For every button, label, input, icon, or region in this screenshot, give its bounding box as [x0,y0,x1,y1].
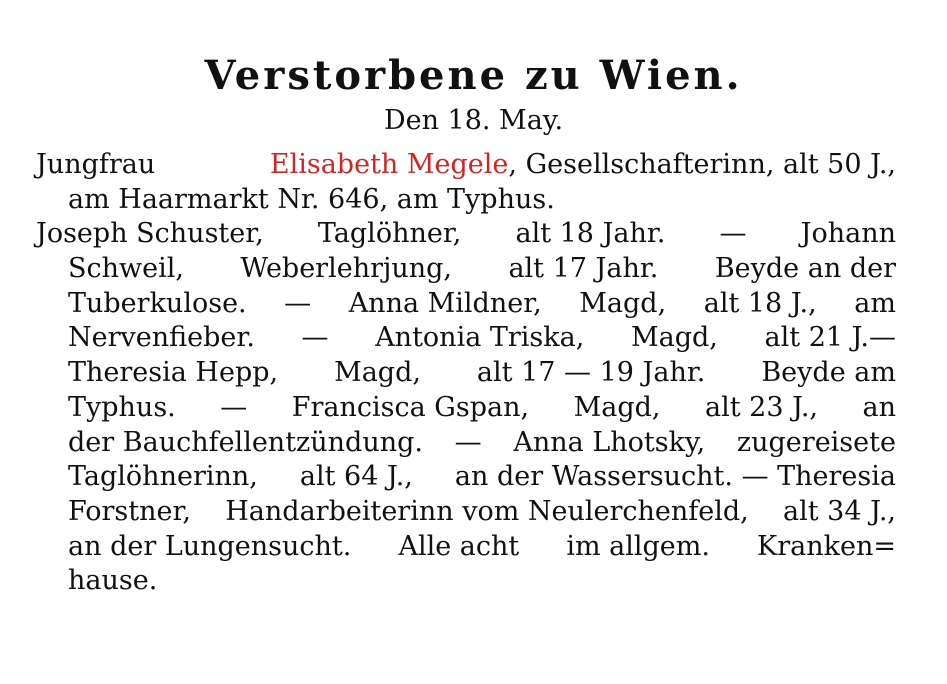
text-segment: — [220,391,248,423]
text-segment: Beyde an der [714,253,896,285]
entry-2-line-5 [36,356,896,391]
text-segment: Schweil, [68,253,184,285]
text-segment: Anna Lhotsky, [513,426,706,458]
text-segment: Tuberkulose. [68,287,247,319]
text-segment: Kranken= [757,530,896,562]
text-segment: Magd, [630,322,718,354]
text-segment: Taglöhner, [317,218,462,250]
text-segment: Anna Mildner, [348,287,542,319]
text-segment: Francisca Gspan, [291,391,530,423]
entry-2-line-11 [36,564,896,599]
entry-1-prefix: Jungfrau [36,149,156,180]
entry-1-details: , Gesellschafterinn, alt 50 J., [508,149,896,180]
obituary-list [36,148,896,599]
text-segment: Alle acht [398,530,520,562]
entry-2-line-1 [36,217,896,252]
entry-2-line-8 [36,460,896,495]
entry-1-line-2: am Haarmarkt Nr. 646, am Typhus. [68,183,555,215]
text-segment: Beyde am [761,357,896,389]
text-segment: Nervenfieber. [68,322,255,354]
text-segment: alt 17 — 19 Jahr. [476,357,706,389]
text-segment: Antonia Triska, [375,322,585,354]
text-segment: Typhus. [68,391,176,423]
text-segment: alt 21 J.— [764,322,896,354]
text-segment: Weberlehrjung, [240,253,453,285]
entry-2-line-9 [36,495,896,530]
date-line: Den 18. May. [383,105,564,136]
entry-2-line-4 [36,321,896,356]
highlighted-name: Elisabeth Megele [269,149,509,180]
text-segment: — [719,218,747,250]
text-segment: im allgem. [566,530,710,562]
text-segment: zugereisete [736,426,896,458]
text-segment: alt 18 J., [703,287,817,319]
text-segment: Taglöhnerinn, [68,461,258,493]
text-segment: alt 64 J., [299,461,413,493]
text-segment: Johann [800,218,896,250]
section-title: Verstorbene zu Wien. [204,52,743,99]
text-segment: der Bauchfellentzündung. [68,426,423,458]
text-segment: Magd, [579,287,667,319]
text-segment: Joseph Schuster, [36,218,264,250]
entry-2-line-2 [36,252,896,287]
text-segment: — [284,287,312,319]
text-segment: an [862,391,896,423]
text-segment: Forstner, [68,495,192,527]
text-segment: alt 23 J., [705,391,818,423]
entry-2-line-3 [36,287,896,322]
text-segment: — [301,322,329,354]
text-segment: an der Wassersucht. — Theresia [454,461,896,493]
text-segment: — [454,426,482,458]
text-segment: hause. [68,565,158,597]
text-segment: alt 18 Jahr. [515,218,666,250]
text-segment: am [854,287,896,319]
entry-2-line-10 [36,530,896,565]
entry-1-name-block [270,148,896,183]
entry-2-line-7 [36,426,896,461]
text-segment: Magd, [334,357,421,389]
text-segment: an der Lungensucht. [68,530,352,562]
text-segment: alt 17 Jahr. [508,253,659,285]
text-segment: alt 34 J., [782,495,896,527]
text-segment: Magd, [573,391,661,423]
entry-2-line-6 [36,391,896,426]
text-segment: Theresia Hepp, [68,357,279,389]
entry-1-line-1 [36,148,896,183]
text-segment: Handarbeiterinn vom Neulerchenfeld, [225,495,749,527]
